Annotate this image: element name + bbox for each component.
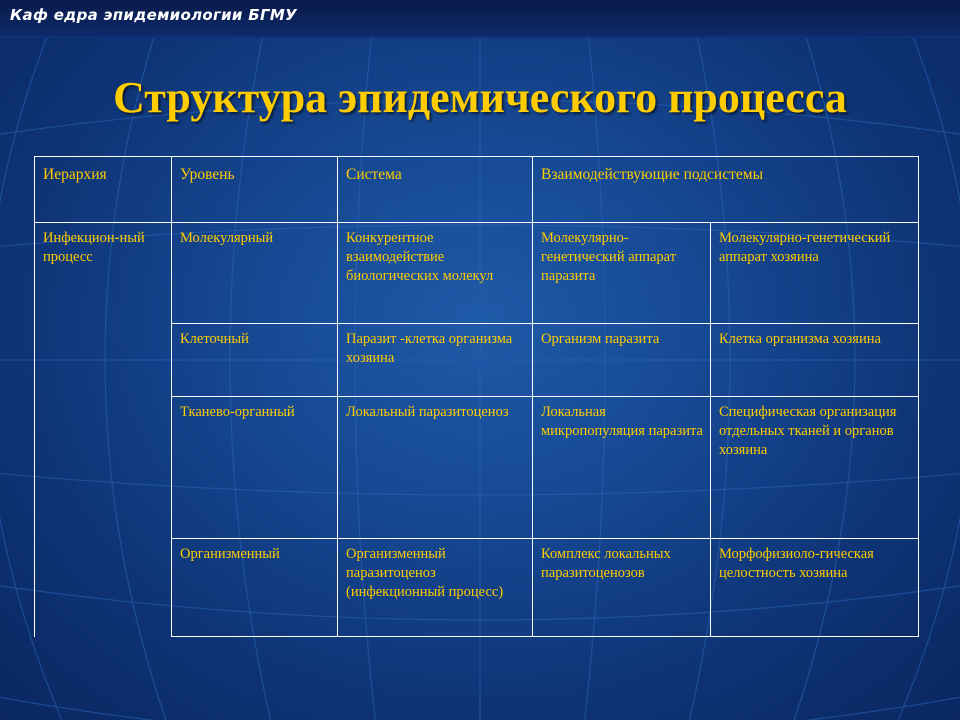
system-cell: Паразит -клетка организма хозяина (338, 324, 533, 397)
system-cell: Конкурентное взаимодействие биологических молекул (338, 223, 533, 324)
department-name: Каф едра эпидемиологии БГМУ (10, 6, 297, 24)
level-cell: Молекулярный (172, 223, 338, 324)
system-cell: Организменный паразитоценоз (инфекционный процесс) (338, 539, 533, 637)
column-header: Взаимодействующие подсистемы (533, 157, 919, 223)
level-cell: Организменный (172, 539, 338, 637)
level-cell: Клеточный (172, 324, 338, 397)
subsystem-host-cell: Морфофизиоло-гическая целостность хозяина (711, 539, 919, 637)
subsystem-parasite-cell: Организм паразита (533, 324, 711, 397)
table-row (35, 223, 919, 324)
system-cell: Локальный паразитоценоз (338, 397, 533, 539)
subsystem-parasite-cell: Молекулярно-генетический аппарат паразита (533, 223, 711, 324)
header-bar (0, 0, 960, 38)
column-header: Иерархия (35, 157, 172, 223)
subsystem-parasite-cell: Локальная микропопуляция паразита (533, 397, 711, 539)
epidemic-structure-table (34, 156, 919, 637)
level-cell: Тканево-органный (172, 397, 338, 539)
table-header-row (35, 157, 919, 223)
slide-title: Структура эпидемического процесса (113, 73, 847, 122)
subsystem-host-cell: Молекулярно-генетический аппарат хозяина (711, 223, 919, 324)
hierarchy-cell: Инфекцион-ный процесс (35, 223, 172, 637)
column-header: Система (338, 157, 533, 223)
subsystem-parasite-cell: Комплекс локальных паразитоценозов (533, 539, 711, 637)
column-header: Уровень (172, 157, 338, 223)
subsystem-host-cell: Специфическая организация отдельных тканей и органов хозяина (711, 397, 919, 539)
subsystem-host-cell: Клетка организма хозяина (711, 324, 919, 397)
